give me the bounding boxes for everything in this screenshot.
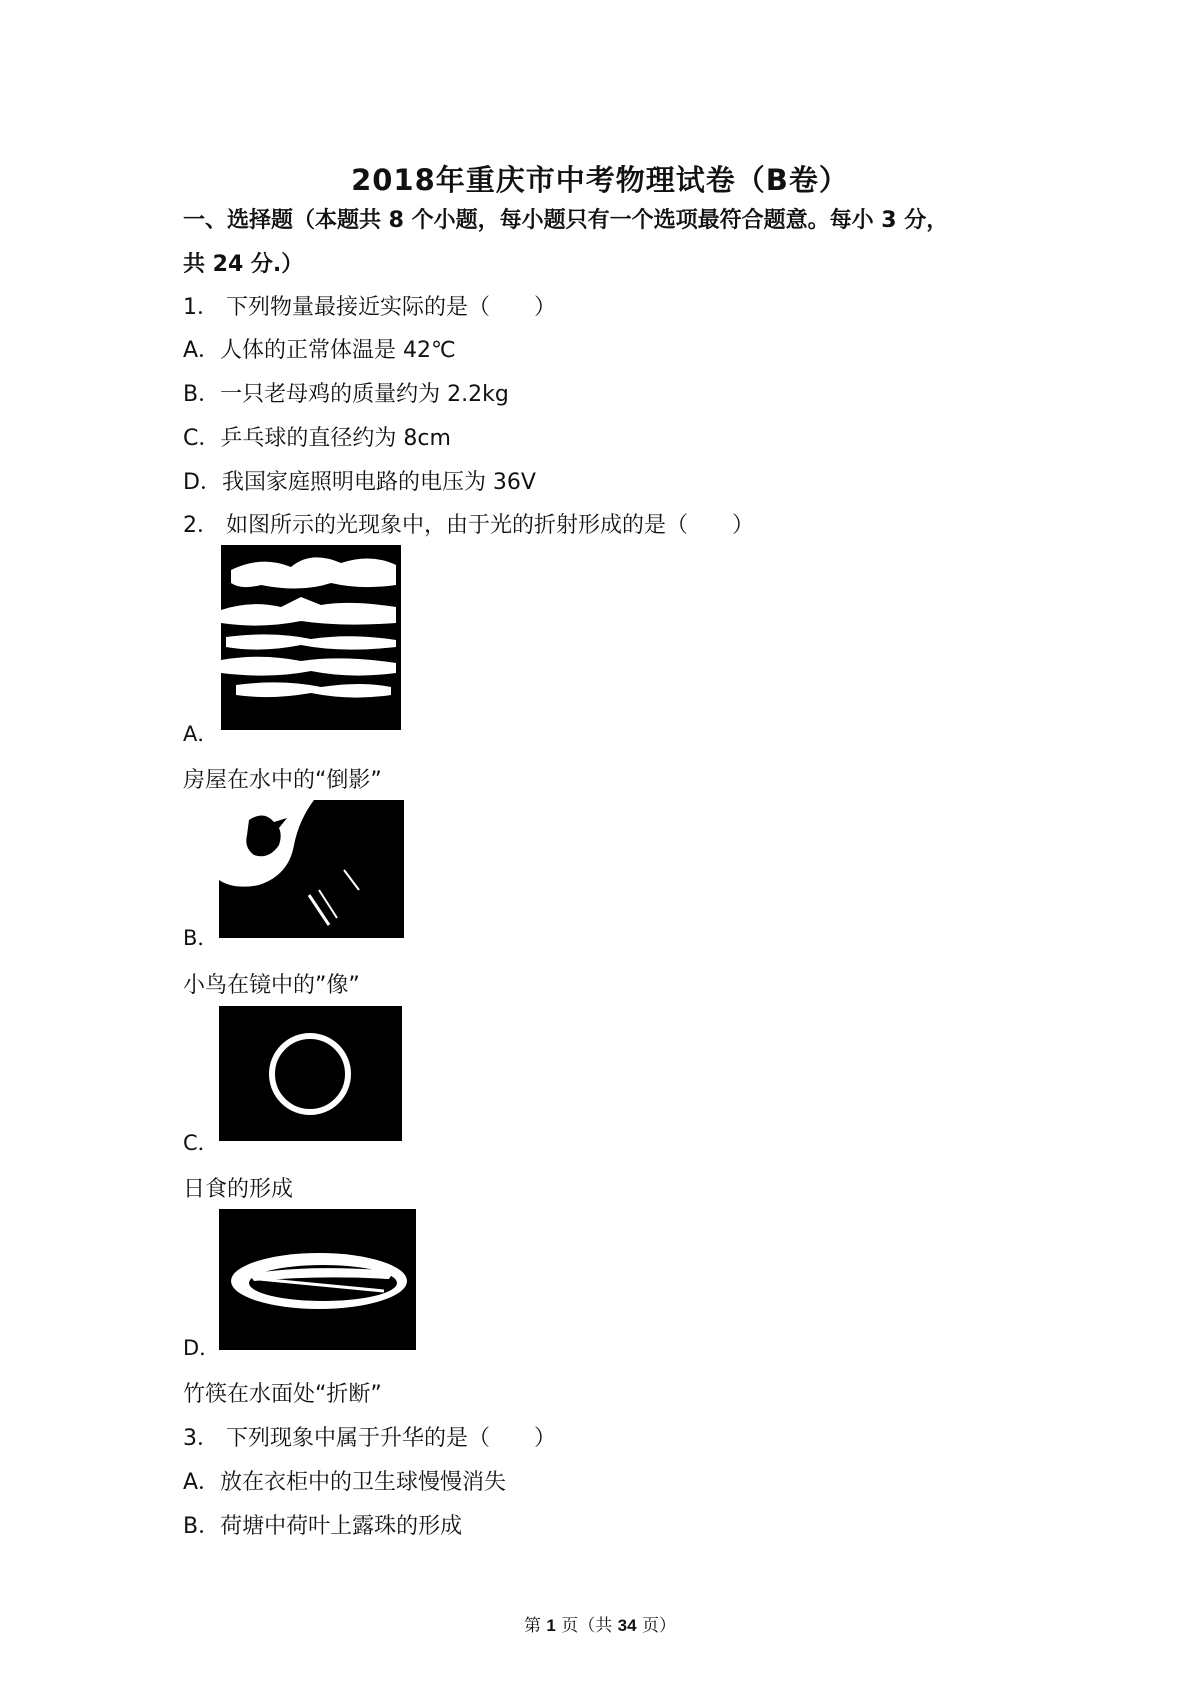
question-1-stem: 1． 下列物量最接近实际的是（ ） [183,295,556,320]
house-reflection-image [221,545,401,730]
question-1-option-a: A．人体的正常体温是 42℃ [183,338,456,363]
footer-middle: 页（共 [561,1616,613,1636]
figure-c-letter: C． [183,1131,219,1155]
footer-page-number: 1 [546,1616,556,1635]
page-footer [0,1611,1200,1636]
question-3-option-a: A．放在衣柜中的卫生球慢慢消失 [183,1470,507,1495]
figure-d-caption: 竹筷在水面处“折断” [183,1382,382,1407]
footer-suffix: 页） [642,1616,676,1636]
footer-prefix: 第 [523,1616,541,1636]
footer-total-pages: 34 [617,1616,637,1635]
question-3-option-b: B．荷塘中荷叶上露珠的形成 [183,1514,463,1539]
figure-solar-eclipse [219,1006,402,1141]
section-heading-line1: 一、选择题（本题共 8 个小题，每小题只有一个选项最符合题意。每小 3 分， [183,208,949,233]
figure-b-caption: 小鸟在镜中的”像” [183,973,360,998]
figure-bird-mirror [219,800,404,938]
figure-b-letter: B． [183,926,219,950]
question-1-option-b: B．一只老母鸡的质量约为 2.2kg [183,382,509,407]
solar-eclipse-image [219,1006,402,1141]
figure-c-caption: 日食的形成 [183,1177,294,1202]
bird-mirror-image [219,800,404,938]
question-1-option-c: C．乒乓球的直径约为 8cm [183,426,451,451]
bent-chopsticks-image [219,1209,416,1350]
figure-a-caption: 房屋在水中的“倒影” [183,768,382,793]
section-heading-line2: 共 24 分.） [183,252,304,277]
page-title: 2018年重庆市中考物理试卷（B卷） [351,163,849,197]
figure-d-letter: D． [183,1336,221,1360]
figure-a-letter: A． [183,722,219,746]
question-1-option-d: D．我国家庭照明电路的电压为 36V [183,470,536,495]
figure-house-reflection [221,545,401,730]
question-3-stem: 3． 下列现象中属于升华的是（ ） [183,1426,556,1451]
question-2-stem: 2． 如图所示的光现象中，由于光的折射形成的是（ ） [183,513,754,538]
figure-bent-chopsticks [219,1209,416,1350]
